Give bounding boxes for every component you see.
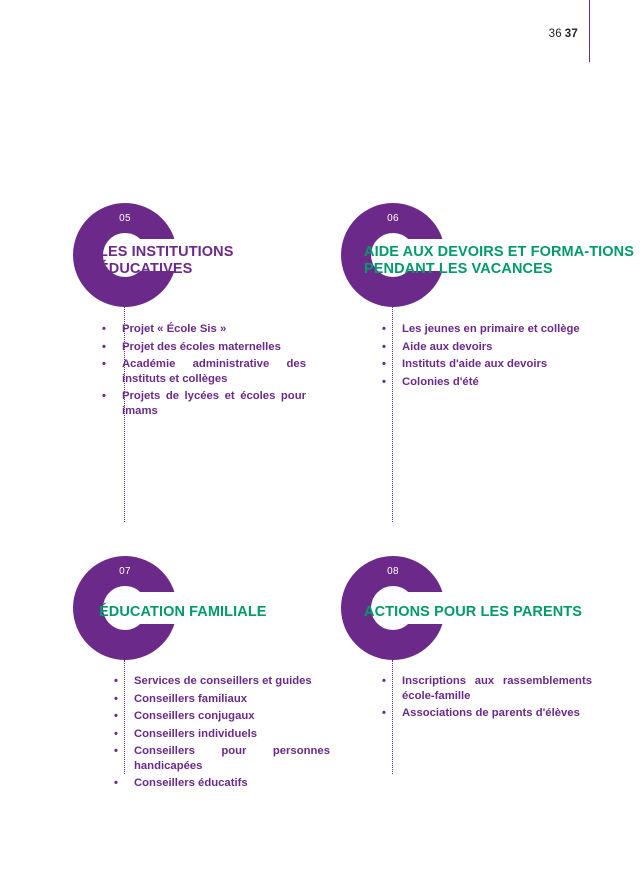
list-item: • Services de conseillers et guides (104, 674, 330, 689)
list-item: • Projets de lycées et écoles pour imams (92, 389, 306, 418)
list-item: • Conseillers individuels (104, 727, 330, 742)
section-title: LES INSTITUTIONS ÉDUCATIVES (99, 244, 234, 277)
section-title: ÉDUCATION FAMILIALE (99, 604, 267, 620)
list-item: • Conseillers éducatifs (104, 776, 330, 791)
list-item: • Aide aux devoirs (372, 340, 602, 355)
list-item: • Inscriptions aux rassemblements école-famille (372, 674, 592, 703)
section-number: 05 (119, 213, 131, 224)
section-item-list (104, 674, 330, 794)
list-item: • Conseillers pour personnes handicapées (104, 744, 330, 773)
section-block-07 (73, 556, 330, 789)
section-item-list (92, 322, 306, 421)
section-block-08 (341, 556, 592, 719)
page-number-right: 37 (564, 28, 578, 40)
section-number: 07 (119, 566, 131, 577)
list-item: • Instituts d'aide aux devoirs (372, 357, 602, 372)
list-item: • Associations de parents d'élèves (372, 706, 592, 721)
section-block-05 (73, 203, 306, 417)
section-title: AIDE AUX DEVOIRS ET FORMA-TIONS PENDANT LES VACANCES (364, 244, 635, 277)
page-number-left: 36 (548, 28, 562, 40)
list-item: • Conseillers conjugaux (104, 709, 330, 724)
list-item: • Conseillers familiaux (104, 692, 330, 707)
list-item: • Académie administrative des instituts et collèges (92, 357, 306, 386)
section-number: 06 (387, 213, 399, 224)
list-item: • Projet « École Sis » (92, 322, 306, 337)
section-item-list (372, 322, 602, 392)
list-item: • Les jeunes en primaire et collège (372, 322, 602, 337)
list-item: • Colonies d'été (372, 375, 602, 390)
section-number: 08 (387, 566, 399, 577)
section-block-06 (341, 203, 635, 388)
section-item-list (372, 674, 592, 724)
list-item: • Projet des écoles maternelles (92, 340, 306, 355)
section-title: ACTIONS POUR LES PARENTS (364, 604, 583, 620)
